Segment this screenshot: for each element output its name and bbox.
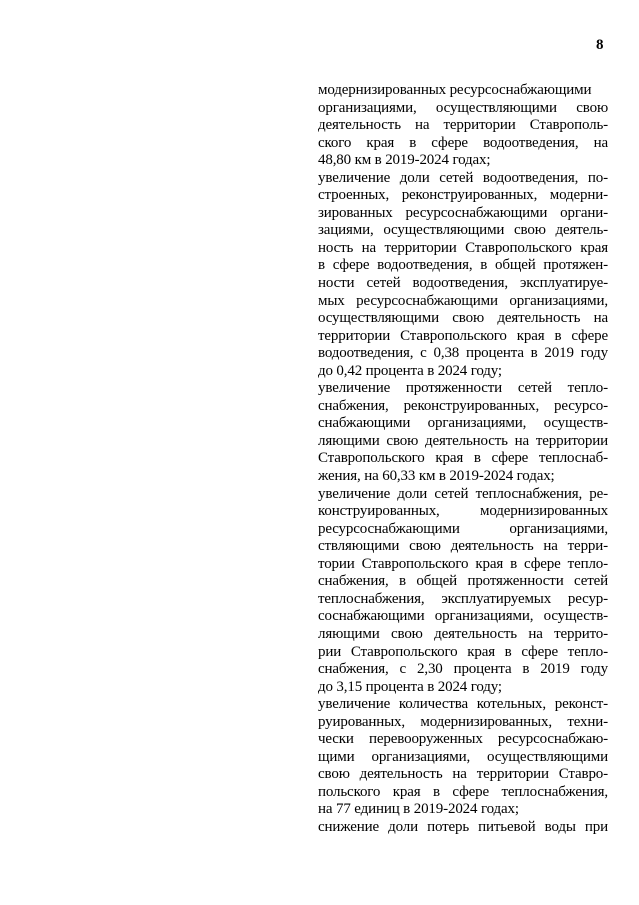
text-line: соснабжающими организациями, осуществ- (318, 608, 608, 625)
text-line: ского края в сфере водоотведения, на (318, 134, 608, 151)
text-line: увеличение доли сетей водоотведения, по- (318, 169, 608, 186)
text-line: конструированных, модернизированных (318, 503, 608, 520)
text-line: деятельность на территории Ставрополь- (318, 117, 608, 134)
text-line: мых ресурсоснабжающими организациями, (318, 292, 608, 309)
text-line: ляющими свою деятельность на террито- (318, 625, 608, 642)
text-line: увеличение протяженности сетей тепло- (318, 380, 608, 397)
document-body (318, 82, 608, 837)
text-line: снабжения, в общей протяженности сетей (318, 573, 608, 590)
text-line: снижение доли потерь питьевой воды при (318, 818, 608, 835)
text-line: ность на территории Ставропольского края (318, 239, 608, 256)
text-line: на 77 единиц в 2019-2024 годах; (318, 801, 519, 818)
text-line: строенных, реконструированных, модерни- (318, 187, 608, 204)
text-line: тории Ставропольского края в сфере тепло- (318, 555, 608, 572)
text-line: осуществляющими свою деятельность на (318, 310, 608, 327)
text-line: организациями, осуществляющими свою (318, 99, 608, 116)
text-line: ресурсоснабжающими организациями, (318, 520, 608, 537)
text-line: Ставропольского края в сфере теплоснаб- (318, 450, 608, 467)
text-line: руированных, модернизированных, техни- (318, 713, 608, 730)
text-line: до 0,42 процента в 2024 году; (318, 362, 502, 379)
text-line: щими организациями, осуществляющими (318, 748, 608, 765)
text-line: ности сетей водоотведения, эксплуатируе- (318, 275, 608, 292)
text-line: зированных ресурсоснабжающими органи- (318, 204, 608, 221)
text-line: чески перевооруженных ресурсоснабжаю- (318, 731, 608, 748)
text-line: свою деятельность на территории Ставро- (318, 766, 608, 783)
text-line: 48,80 км в 2019-2024 годах; (318, 152, 491, 169)
text-line: в сфере водоотведения, в общей протяжен- (318, 257, 608, 274)
text-line: снабжения, с 2,30 процента в 2019 году (318, 661, 608, 678)
text-line: снабжения, реконструированных, ресурсо- (318, 397, 608, 414)
text-line: ствляющими свою деятельность на терри- (318, 538, 608, 555)
text-line: зациями, осуществляющими свою деятель- (318, 222, 608, 239)
text-line: рии Ставропольского края в сфере тепло- (318, 643, 608, 660)
text-line: водоотведения, с 0,38 процента в 2019 году (318, 345, 608, 362)
text-line: увеличение доли сетей теплоснабжения, ре- (318, 485, 608, 502)
text-line: теплоснабжения, эксплуатируемых ресур- (318, 590, 608, 607)
text-line: ляющими свою деятельность на территории (318, 432, 608, 449)
text-line: территории Ставропольского края в сфере (318, 327, 608, 344)
text-line: увеличение количества котельных, реконст- (318, 696, 608, 713)
text-line: до 3,15 процента в 2024 году; (318, 678, 502, 695)
page-number: 8 (596, 37, 604, 53)
text-line: жения, на 60,33 км в 2019-2024 годах; (318, 468, 555, 485)
text-line: модернизированных ресурсоснабжающими (318, 82, 592, 98)
text-line: снабжающими организациями, осуществ- (318, 415, 608, 432)
text-line: польского края в сфере теплоснабжения, (318, 783, 608, 800)
